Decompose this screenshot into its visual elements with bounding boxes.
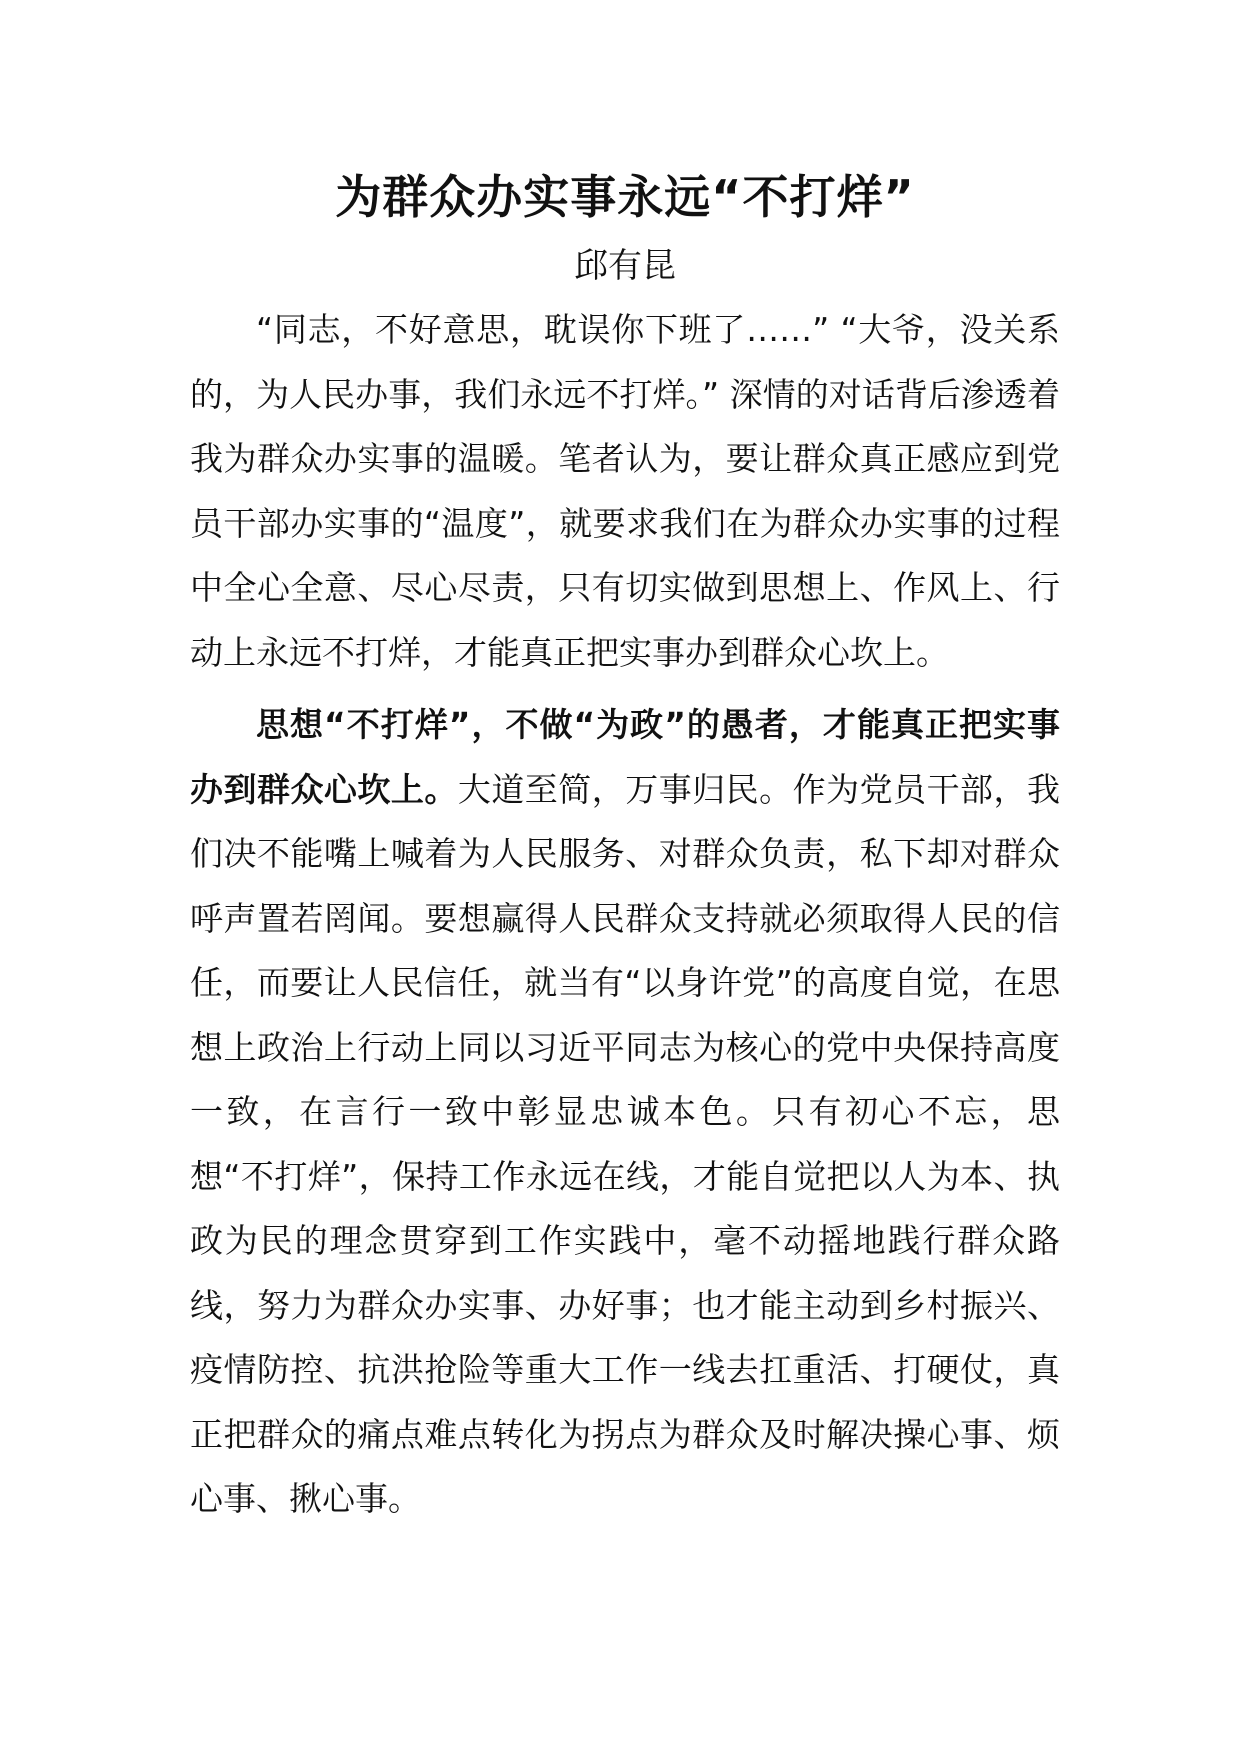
article — [190, 160, 1060, 1532]
article-title: 为群众办实事永远“不打烊” — [335, 170, 915, 224]
paragraph-2-text: 大道至简，万事归民。作为党员干部，我们决不能嘴上喊着为人民服务、对群众负责，私下却对群众呼声置若罔闻。要想赢得人民群众支持就必须取得人民的信任，而要让人民信任，就当有“以身许党”的高度自觉，在思想上政治上行动上同以习近平同志为核心的党中央保持高度一致，在言行一致中彰显忠诚本色。只有初心不忘，思想“不打烊”，保持工作永远在线，才能自觉把以人为本、执政为民的理念贯穿到工作实践中，毫不动摇地践行群众路线，努力为群众办实事、办好事；也才能主动到乡村振兴、疫情防控、抗洪抢险等重大工作一线去扛重活、打硬仗，真正把群众的痛点难点转化为拐点为群众及时解决操心事、烦心事、揪心事。 — [190, 769, 1061, 1518]
paragraph-1 — [190, 298, 1060, 685]
paragraph-2-lead: 思想“不打烊”，不做“为政”的愚者，才能真正把实事办到群众心坎上。 — [190, 705, 1060, 809]
article-author: 邱有昆 — [574, 246, 676, 286]
paragraph-2 — [190, 693, 1060, 1532]
paragraph-1-text: “同志，不好意思，耽误你下班了……” “大爷，没关系的，为人民办事，我们永远不打烊。” 深情的对话背后渗透着我为群众办实事的温暖。笔者认为，要让群众真正感应到党员干部办实事的“温度”，就要求我们在为群众办实事的过程中全心全意、尽心尽责，只有切实做到思想上、作风上、行动上永远不打烊，才能真正把实事办到群众心坎上。 — [190, 310, 1060, 672]
